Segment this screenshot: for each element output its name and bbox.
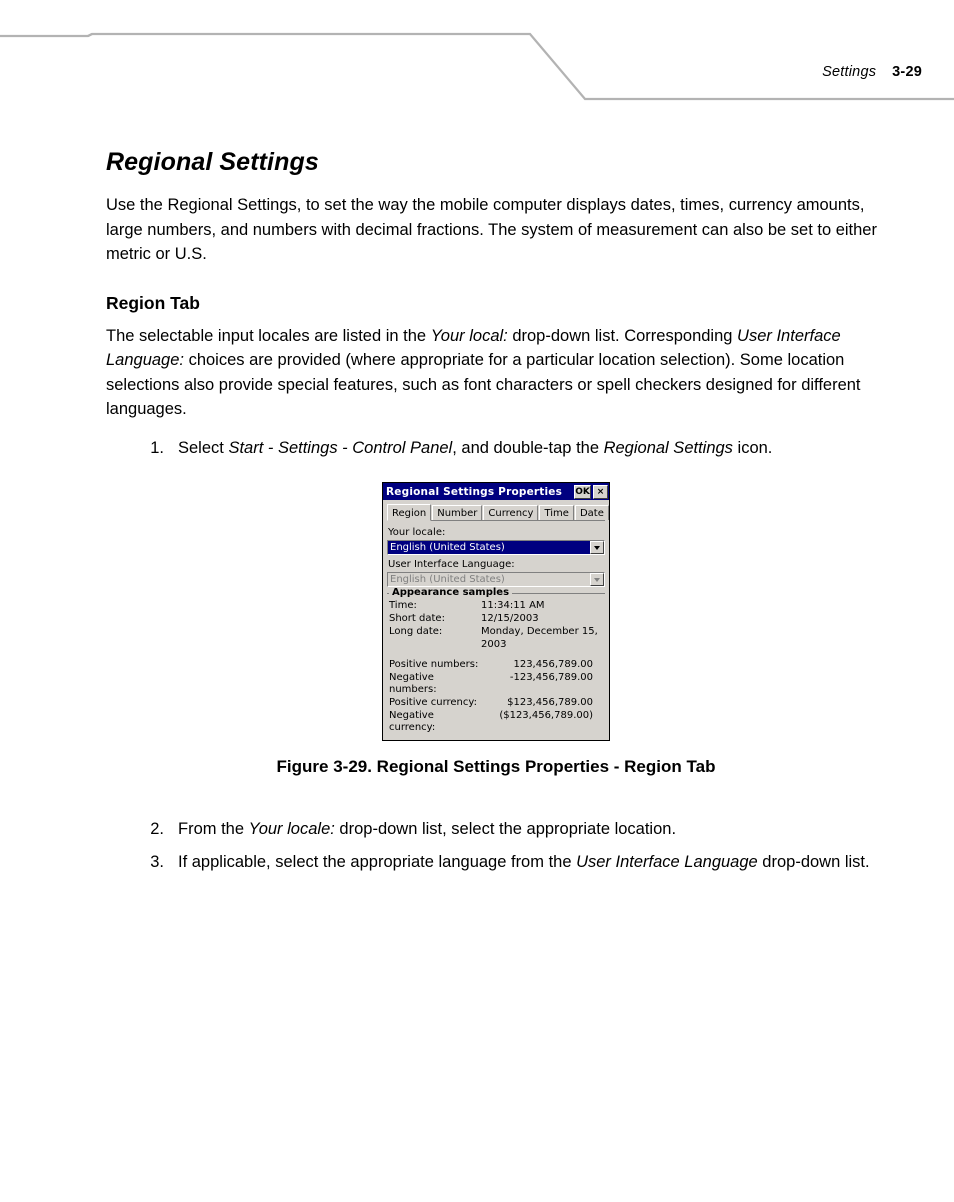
- number-value: $123,456,789.00: [507, 697, 593, 708]
- tab-region[interactable]: Region: [387, 504, 431, 521]
- intro-paragraph: Use the Regional Settings, to set the way the mobile computer displays dates, times, currency amounts, large numbers, and numbers with decimal fractions. The system of measurement can also be set to either metric or U.S.: [106, 196, 877, 263]
- ui-language-value: English (United States): [388, 573, 590, 586]
- table-row: [387, 600, 605, 613]
- sample-value: 2003: [481, 639, 507, 650]
- table-row: [387, 710, 605, 735]
- dialog-titlebar: [383, 483, 609, 500]
- para2-part1: The selectable input locales are listed in the: [106, 326, 431, 345]
- tab-time[interactable]: Time: [539, 505, 573, 520]
- sample-value: 11:34:11 AM: [481, 600, 545, 611]
- regional-settings-dialog: [382, 482, 610, 741]
- ok-button[interactable]: OK: [575, 486, 590, 497]
- step-number: 3.: [150, 852, 164, 871]
- para2-part2: drop-down list. Corresponding: [507, 326, 738, 345]
- close-icon[interactable]: ×: [593, 485, 608, 499]
- tab-currency[interactable]: Currency: [483, 505, 538, 520]
- list-item: [106, 436, 886, 461]
- table-row: [387, 626, 605, 639]
- sample-key: Long date:: [389, 626, 443, 637]
- locale-value: English (United States): [388, 541, 590, 554]
- header-page-number: 3-29: [892, 64, 922, 80]
- step-text-part1: If applicable, select the appropriate language from the: [178, 852, 577, 871]
- steps-list-part1: [106, 436, 886, 461]
- sample-key: [387, 639, 481, 652]
- tab-number[interactable]: Number: [432, 505, 482, 520]
- tab-date[interactable]: Date: [575, 505, 609, 520]
- step-text-part2: drop-down list.: [757, 852, 870, 871]
- step-number: 1.: [150, 438, 164, 457]
- step-text-part2: drop-down list, select the appropriate location.: [334, 820, 677, 838]
- number-value: 123,456,789.00: [513, 659, 593, 670]
- region-tab-paragraph: [106, 324, 886, 422]
- table-row: [387, 613, 605, 626]
- ui-language-dropdown[interactable]: [387, 572, 605, 587]
- page-header-decoration: [0, 0, 954, 120]
- sample-value: 12/15/2003: [481, 613, 539, 624]
- appearance-samples-title: Appearance samples: [389, 587, 512, 598]
- appearance-samples-group: [387, 587, 605, 735]
- sample-key: Time:: [389, 600, 417, 611]
- step-italic2: Regional Settings: [603, 438, 733, 457]
- number-value: ($123,456,789.00): [499, 710, 593, 721]
- number-key: Negative currency:: [389, 710, 436, 733]
- locale-dropdown[interactable]: [387, 540, 605, 555]
- dialog-body: [383, 500, 609, 740]
- sample-value: Monday, December 15,: [481, 626, 598, 637]
- chevron-down-icon[interactable]: [590, 541, 604, 554]
- page-title: Regional Settings: [106, 148, 319, 176]
- step-text-part3: icon.: [732, 438, 773, 457]
- para2-italic1: Your local:: [430, 326, 508, 345]
- page-header-text: [822, 64, 922, 80]
- dialog-title: Regional Settings Properties: [386, 485, 563, 498]
- step-italic1: User Interface Language: [576, 852, 758, 871]
- sample-key: Short date:: [389, 613, 445, 624]
- table-row: [387, 639, 605, 652]
- steps-list-part2: [106, 817, 886, 874]
- step-number: 2.: [150, 820, 164, 838]
- step-text-part1: Select: [178, 438, 229, 457]
- section-subtitle: Region Tab: [106, 292, 200, 313]
- figure-caption: Figure 3-29. Regional Settings Properties - Region Tab: [276, 757, 716, 776]
- number-key: Negative numbers:: [389, 672, 437, 695]
- page-content: [106, 148, 886, 882]
- locale-label: Your locale:: [388, 527, 446, 538]
- table-row: [387, 659, 605, 672]
- table-row: [387, 672, 605, 697]
- list-item: [106, 850, 886, 875]
- appearance-samples-table: [387, 600, 605, 735]
- ui-language-label: User Interface Language:: [388, 559, 515, 570]
- para2-italic2: User Interface Language:: [106, 326, 841, 369]
- figure-block: [106, 482, 886, 777]
- header-section-label: Settings: [822, 64, 877, 80]
- list-item: [106, 817, 886, 842]
- number-value: -123,456,789.00: [509, 672, 593, 683]
- step-text-part1: From the: [178, 820, 249, 838]
- para2-part3: choices are provided (where appropriate for a particular location selection). Some location selections also provide special features, such as font characters or spell checkers designed for different languages.: [106, 351, 861, 418]
- table-spacer-row: [387, 652, 605, 659]
- step-italic1: Start - Settings - Control Panel: [228, 438, 453, 457]
- number-key: Positive numbers:: [389, 659, 479, 670]
- step-text-part2: , and double-tap the: [452, 438, 604, 457]
- dialog-tabs: [387, 503, 605, 521]
- number-key: Positive currency:: [389, 697, 477, 708]
- table-row: [387, 697, 605, 710]
- chevron-down-icon[interactable]: [590, 573, 604, 586]
- step-italic1: Your locale:: [248, 820, 335, 838]
